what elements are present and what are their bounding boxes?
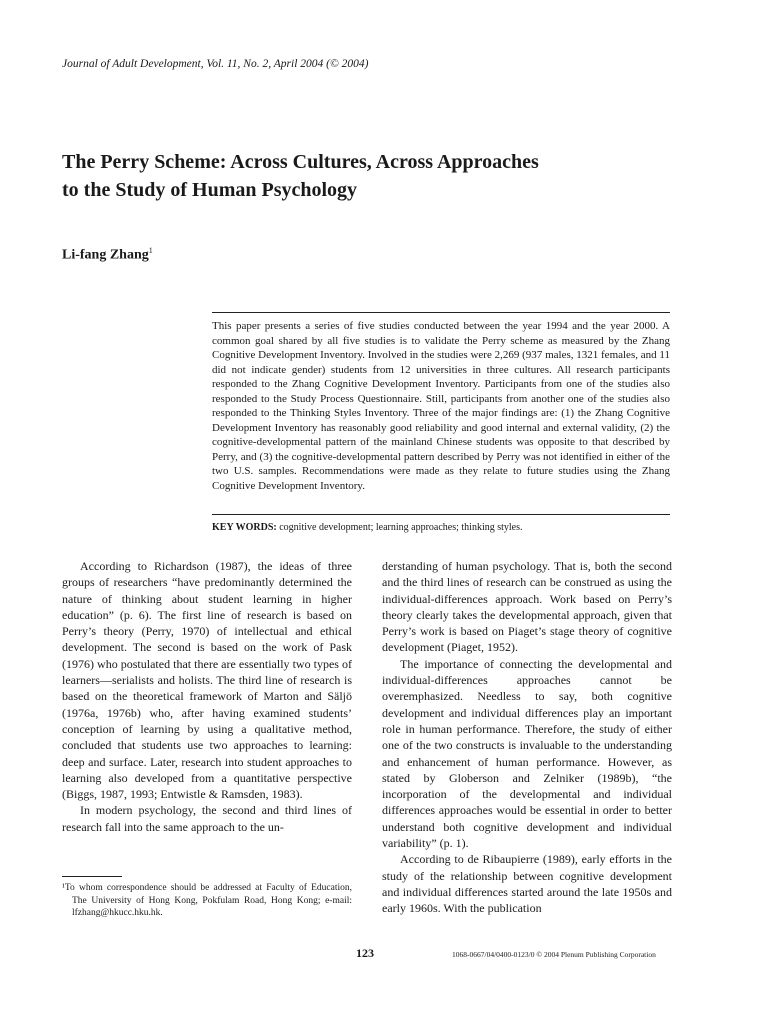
title-line-2: to the Study of Human Psychology: [62, 179, 358, 201]
page-number: 123: [356, 946, 374, 960]
abstract-bottom-rule: [212, 514, 670, 515]
body-column-right: [382, 558, 672, 917]
paragraph: According to Richardson (1987), the ideas of three groups of researchers “have predominantly determined the nature of thinking about student learning in higher education” (p. 6). The first line of research is based on Perry’s theory (Perry, 1970) of intellectual and ethical development. The second is based on the work of Pask (1976) who postulated that there are essentially two types of learners—serialists and holists. The third line of research is based on the theoretical framework of Marton and Säljö (1976a, 1976b) who, after having examined students’ conception of learning by using a qualitative method, concluded that students use two approaches to learning: deep and surface. Later, research into student approaches to learning also developed from a quantitative perspective (Biggs, 1987, 1993; Entwistle & Ramsden, 1983).: [62, 559, 352, 802]
paragraph: derstanding of human psychology. That is, both the second and the third lines of research can be construed as using the individual-differences approach. Work based on Perry’s theory clearly takes the developmental approach, given that Perry’s work is based on Piaget’s stage theory of cognitive development (Piaget, 1952).: [382, 559, 672, 655]
title-line-1: The Perry Scheme: Across Cultures, Across Approaches: [62, 151, 539, 173]
journal-citation: Journal of Adult Development, Vol. 11, No. 2, April 2004 (© 2004): [62, 58, 369, 70]
footnote-text: ¹To whom correspondence should be addressed at Faculty of Education, The University of Hong Kong, Pokfulam Road, Hong Kong; e-mail: lfzhang@hkucc.hku.hk.: [62, 883, 352, 918]
keywords-label: KEY WORDS:: [212, 522, 277, 533]
author-name: [62, 246, 153, 264]
footnote: [62, 882, 352, 920]
author-text: Li-fang Zhang: [62, 247, 149, 263]
footnote-rule: [62, 876, 122, 877]
article-title: [62, 148, 702, 204]
paragraph: In modern psychology, the second and third lines of research fall into the same approach to the un-: [62, 803, 352, 834]
body-column-left: [62, 558, 352, 835]
paragraph: The importance of connecting the developmental and individual-differences approaches cannot be overemphasized. Needless to say, both cognitive development and individual differences play an important role in human performance. Therefore, the study of either one of the two constructs is invaluable to the understanding and enhancement of human performance. However, as stated by Globerson and Zelniker (1989b), “the incorporation of the developmental and individual differences approaches would be essential in order to better understand both cognitive development and individual variability” (p. 1).: [382, 656, 672, 851]
abstract-top-rule: [212, 312, 670, 313]
author-footnote-mark: 1: [148, 246, 153, 255]
paragraph: According to de Ribaupierre (1989), early efforts in the study of the relationship between cognitive development and individual differences started around the late 1950s and early 1960s. With the publication: [382, 852, 672, 916]
copyright-line: 1068-0667/04/0400-0123/0 © 2004 Plenum Publishing Corporation: [452, 950, 656, 959]
abstract-text: This paper presents a series of five studies conducted between the year 1994 and the year 2000. A common goal shared by all five studies is to validate the Perry scheme as measured by the Zhang Cognitive Development Inventory. Involved in the studies were 2,269 (937 males, 1321 females, and 11 did not indicate gender) students from 12 universities in three cultures. All research participants responded to the Zhang Cognitive Development Inventory. Participants from one of the studies also responded to the Study Process Questionnaire. Still, participants from another one of the studies also responded to the Thinking Styles Inventory. Three of the major findings are: (1) the Zhang Cognitive Development Inventory has reasonably good reliability and good internal and external validity, (2) the cognitive-developmental pattern of the mainland Chinese students was opposite to that described by Perry, and (3) the cognitive-developmental pattern described by Perry was not identified in either of the two U.S. samples. Recommendations were made as they relate to future studies using the Zhang Cognitive Development Inventory.: [212, 320, 670, 492]
keywords-text: cognitive development; learning approaches; thinking styles.: [279, 522, 523, 533]
abstract: [212, 319, 670, 493]
keywords: [212, 521, 670, 534]
